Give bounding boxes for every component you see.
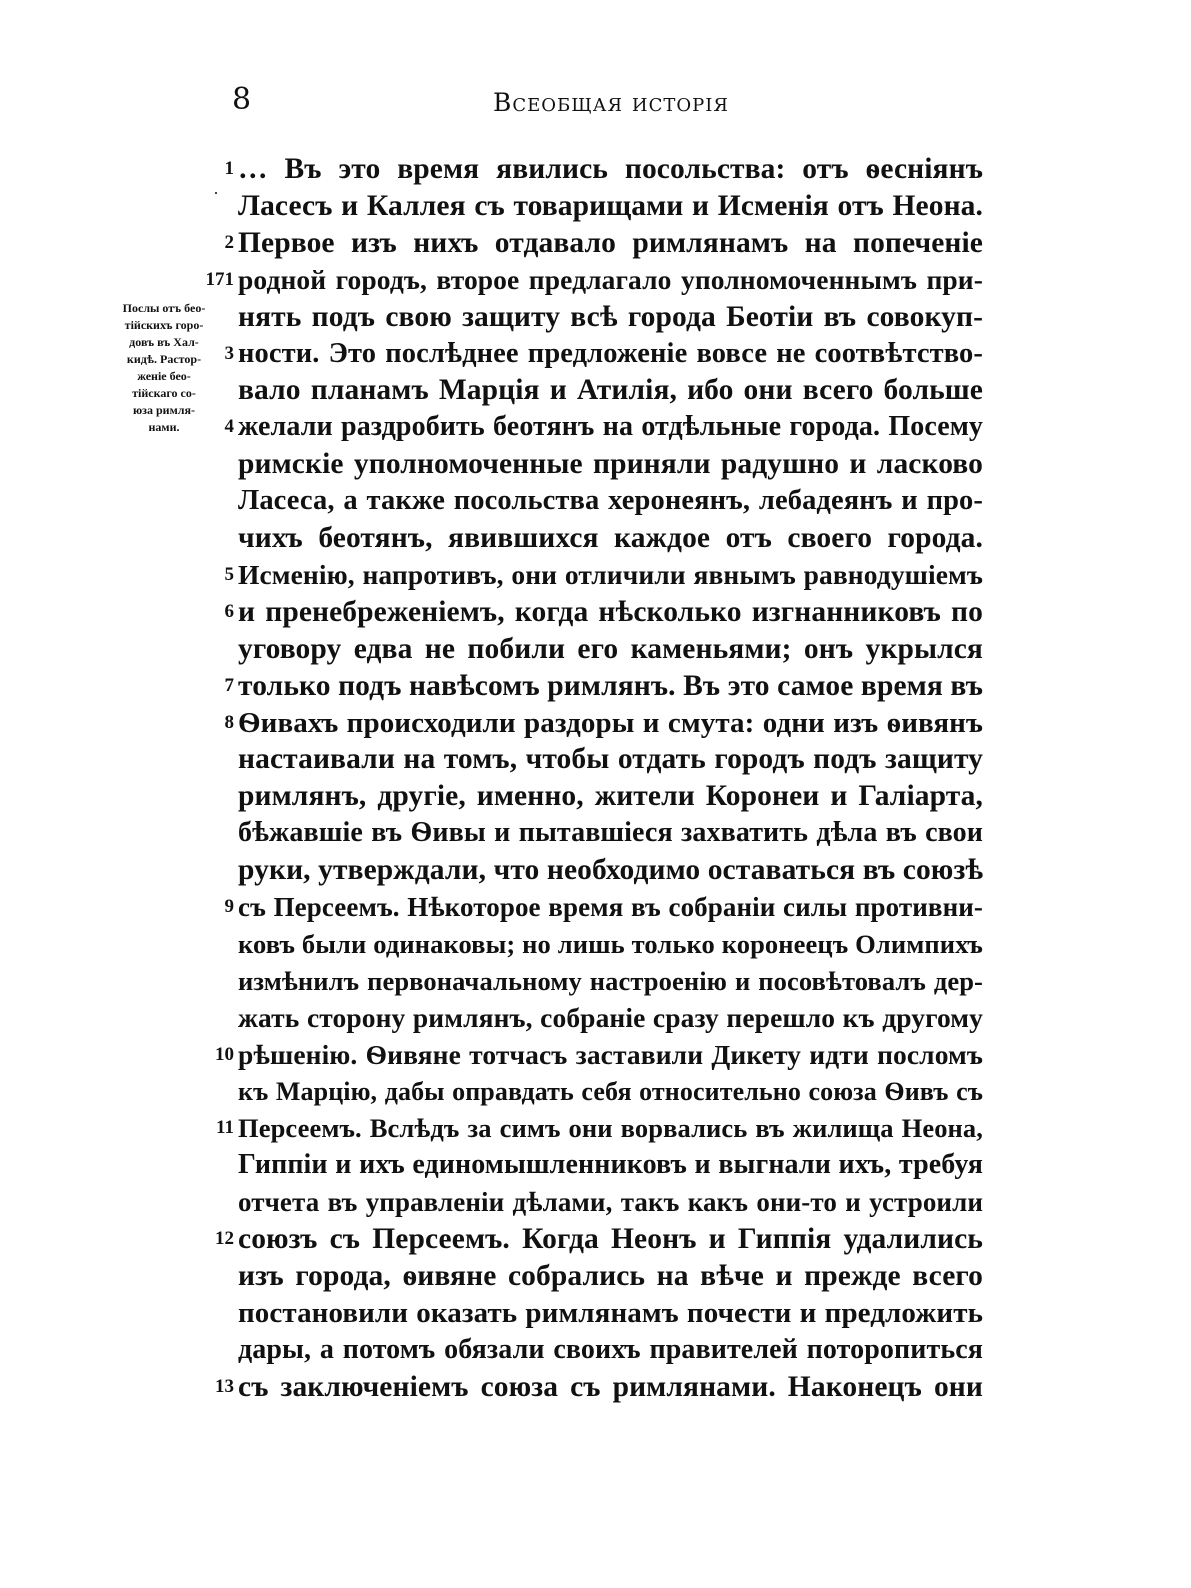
margin-note-line: нами. [148, 420, 180, 434]
line-number: 1 [224, 158, 234, 179]
line-text: къ Марцію, дабы оправдать себя относительно союза Ѳивъ съ [238, 1076, 983, 1106]
line-text: руки, утверждали, что необходимо оставаться въ союзѣ [238, 854, 983, 887]
line-number: 3 [224, 342, 234, 364]
text-line [0, 298, 1191, 336]
line-number: 10 [215, 1043, 234, 1065]
line-text: уговору едва не побили его каменьями; онъ укрылся [238, 632, 983, 665]
line-text: Ѳивахъ происходили раздоры и смута: одни изъ ѳивянъ [238, 706, 983, 739]
margin-note-line: женіе бео- [137, 369, 191, 383]
line-text: рѣшенію. Ѳивяне тотчасъ заставили Дикету идти посломъ [238, 1038, 983, 1070]
line-text: и пренебреженіемъ, когда нѣсколько изгнанниковъ по [238, 595, 983, 628]
line-text: Исменію, напротивъ, они отличили явнымъ равнодушіемъ [238, 558, 983, 590]
text-line [0, 371, 1191, 409]
text-line [0, 999, 1191, 1037]
line-number: 7 [224, 674, 234, 696]
text-line [0, 593, 1191, 631]
text-line [0, 150, 1191, 188]
text-line [0, 1331, 1191, 1369]
line-text: измѣнилъ первоначальному настроенію и посовѣтовалъ дер- [238, 965, 983, 996]
line-text: ности. Это послѣднее предложеніе вовсе не соотвѣтство- [238, 337, 983, 369]
text-line [0, 482, 1191, 520]
margin-note-line: тійскихъ горо- [124, 318, 204, 332]
line-text: отчета въ управленіи дѣлами, такъ какъ они-то и устроили [238, 1187, 983, 1218]
running-title: Всеобщая исторія [493, 88, 729, 117]
text-line [0, 1146, 1191, 1184]
text-line [0, 445, 1191, 483]
line-number: 8 [224, 711, 234, 733]
text-line [0, 224, 1191, 262]
line-number: 4 [224, 416, 234, 438]
line-number: 5 [224, 563, 234, 585]
text-line [0, 261, 1191, 299]
text-line [0, 519, 1191, 557]
line-number: 9 [224, 896, 234, 917]
line-text: римлянъ, другіе, именно, жители Коронеи и Галіарта, [238, 780, 983, 813]
text-line [0, 1294, 1191, 1332]
line-number: 12 [215, 1228, 234, 1250]
text-line [0, 851, 1191, 889]
text-line [0, 630, 1191, 668]
margin-note-line: юза римля- [133, 403, 195, 417]
line-text: Гиппіи и ихъ единомышленниковъ и выгнали ихъ, требуя [238, 1149, 983, 1181]
text-line [0, 740, 1191, 778]
line-text: жать сторону римлянъ, собраніе сразу перешло къ другому [238, 1001, 983, 1033]
text-line [0, 777, 1191, 815]
line-text: дары, а потомъ обязали своихъ правителей поторопиться [238, 1333, 983, 1365]
text-line [0, 1109, 1191, 1147]
margin-note-line: тійскаго со- [132, 386, 196, 400]
text-line [0, 962, 1191, 1000]
page-number: 8 [232, 82, 252, 117]
line-text: нять подъ свою защиту всѣ города Беотіи въ совокуп- [238, 300, 983, 333]
line-text: постановили оказать римлянамъ почести и предложить [238, 1296, 983, 1329]
line-text: союзъ съ Персеемъ. Когда Неонъ и Гиппія удалились [238, 1223, 983, 1256]
text-line [0, 814, 1191, 852]
line-text: вало планамъ Марція и Атилія, ибо они всего больше [238, 374, 983, 407]
text-line [0, 335, 1191, 373]
line-number: 11 [216, 1117, 234, 1139]
line-text: Ласесъ и Каллея съ товарищами и Исменія отъ Неона. [238, 189, 983, 222]
text-line [0, 1183, 1191, 1221]
text-line [0, 667, 1191, 705]
line-text: ковъ были одинаковы; но лишь только коронеецъ Олимпихъ [238, 928, 983, 959]
text-line [0, 925, 1191, 963]
text-line [0, 1257, 1191, 1295]
line-text: бѣжавшіе въ Ѳивы и пытавшіеся захватить дѣла въ свои [238, 817, 983, 849]
margin-note-line: довъ въ Хал- [129, 335, 199, 349]
margin-note-line: Послы отъ бео- [122, 301, 206, 315]
line-text: чихъ беотянъ, явившихся каждое отъ своего города. [238, 522, 983, 554]
text-line [0, 1073, 1191, 1111]
text-line [0, 1220, 1191, 1258]
text-line [0, 1368, 1191, 1406]
text-line [0, 187, 1191, 225]
line-text: настаивали на томъ, чтобы отдать городъ подъ защиту [238, 743, 983, 776]
text-line [0, 556, 1191, 594]
line-text: желали раздробить беотянъ на отдѣльные города. Посему [238, 411, 983, 443]
margin-note-line: кидѣ. Растор- [126, 352, 202, 366]
line-text: съ заключеніемъ союза съ римлянами. Наконецъ они [238, 1370, 983, 1403]
text-line [0, 704, 1191, 742]
line-text: Ласеса, а также посольства херонеянъ, лебадеянъ и про- [238, 485, 983, 517]
line-text: съ Персеемъ. Нѣкоторое время въ собраніи силы противни- [238, 892, 983, 922]
line-number: 171 [205, 268, 234, 290]
text-line [0, 408, 1191, 446]
line-text: Первое изъ нихъ отдавало римлянамъ на попеченіе [238, 226, 983, 259]
text-line [0, 1036, 1191, 1074]
text-line [0, 888, 1191, 926]
line-number: 13 [215, 1375, 234, 1397]
line-text: только подъ навѣсомъ римлянъ. Въ это самое время въ [238, 669, 983, 702]
line-text: изъ города, ѳивяне собрались на вѣче и прежде всего [238, 1260, 983, 1292]
line-text: родной городъ, второе предлагало уполномоченнымъ при- [238, 263, 983, 295]
line-text: Персеемъ. Вслѣдъ за симъ они ворвались въ жилища Неона, [238, 1113, 983, 1144]
line-text: римскіе уполномоченные приняли радушно и ласково [238, 448, 983, 481]
line-number: 6 [224, 600, 234, 622]
line-text: … Въ это время явились посольства: отъ ѳесніянъ [238, 153, 983, 185]
line-number: 2 [224, 231, 234, 253]
